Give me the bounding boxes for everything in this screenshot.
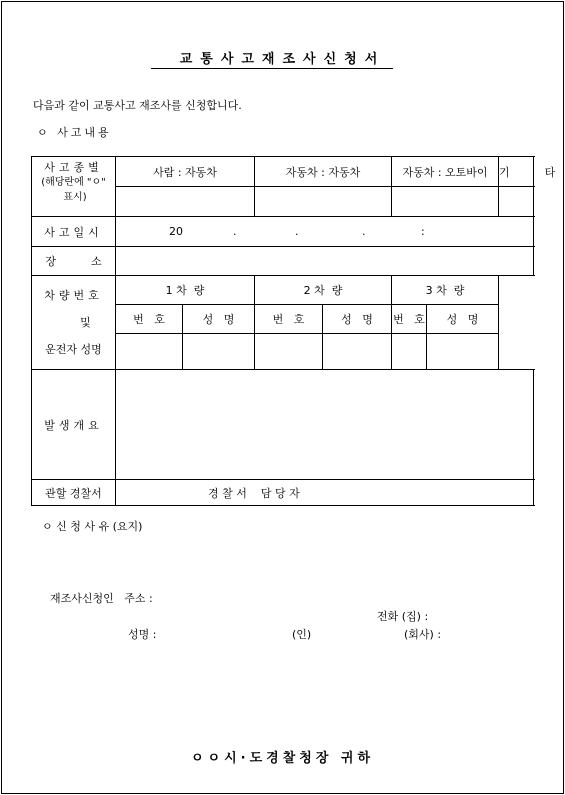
section-request-reason: ㅇ 신 청 사 유 (요지) bbox=[42, 520, 143, 533]
vehicle-2-header: 2 차 량 bbox=[255, 276, 392, 305]
applicant-name-label: 성명 : bbox=[128, 628, 157, 641]
type-car-car-mark[interactable] bbox=[255, 187, 392, 217]
accident-place-label: 장 소 bbox=[32, 247, 116, 276]
type-other: 기 타 bbox=[499, 157, 534, 187]
vehicle-1-name-field[interactable] bbox=[183, 334, 255, 370]
type-car-car: 자동차 : 자동차 bbox=[255, 157, 392, 187]
page-title: 교통사고재조사신청서 bbox=[179, 52, 386, 67]
vehicle-1-name-header: 성 명 bbox=[183, 305, 255, 334]
vehicle-1-number-header: 번 호 bbox=[116, 305, 183, 334]
title-underline bbox=[151, 68, 393, 69]
accident-type-label: 사고종별 (해당란에 "ㅇ" 표시) bbox=[32, 157, 116, 217]
vehicle-2-number-header: 번 호 bbox=[255, 305, 323, 334]
accident-datetime-label: 사고일시 bbox=[32, 217, 116, 247]
addressee-footer: ㅇㅇ시·도경찰청장 귀하 bbox=[190, 751, 375, 766]
accident-datetime-field[interactable]: 20 . . . : bbox=[116, 217, 534, 247]
type-other-mark[interactable] bbox=[499, 187, 534, 217]
type-person-car-mark[interactable] bbox=[116, 187, 255, 217]
vehicle-2-name-field[interactable] bbox=[323, 334, 392, 370]
type-car-motorcycle-mark[interactable] bbox=[392, 187, 499, 217]
vehicle-3-number-header: 번 호 bbox=[392, 305, 427, 334]
tel-company-label: (회사) : bbox=[404, 628, 442, 641]
vehicle-3-name-header: 성 명 bbox=[427, 305, 499, 334]
police-station-field[interactable]: 경 찰 서 담 당 자 bbox=[116, 480, 534, 506]
vehicle-1-number-field[interactable] bbox=[116, 334, 183, 370]
type-car-motorcycle: 자동차 : 오토바이 bbox=[392, 157, 499, 187]
vehicle-driver-label: 차량번호 및 운전자 성명 bbox=[32, 276, 116, 370]
vehicle-2-name-header: 성 명 bbox=[323, 305, 392, 334]
type-person-car: 사람 : 자동차 bbox=[116, 157, 255, 187]
accident-place-field[interactable] bbox=[116, 247, 534, 276]
tel-home-label: 전화 (집) : bbox=[377, 610, 429, 623]
accident-summary-field[interactable] bbox=[116, 370, 534, 480]
police-station-label: 관할 경찰서 bbox=[32, 480, 116, 506]
accident-form-table bbox=[31, 156, 556, 506]
vehicle-3-number-field[interactable] bbox=[392, 334, 427, 370]
vehicle-2-number-field[interactable] bbox=[255, 334, 323, 370]
seal-mark: (인) bbox=[292, 628, 312, 641]
vehicle-3-name-field[interactable] bbox=[427, 334, 499, 370]
vehicle-1-header: 1 차 량 bbox=[116, 276, 255, 305]
vehicle-3-header: 3 차 량 bbox=[392, 276, 499, 305]
intro-text: 다음과 같이 교통사고 재조사를 신청합니다. bbox=[33, 99, 242, 112]
accident-summary-label: 발생개요 bbox=[32, 370, 116, 480]
section-accident-details: ㅇ 사고내용 bbox=[37, 126, 112, 139]
applicant-address-label: 재조사신청인 주소 : bbox=[50, 592, 153, 605]
